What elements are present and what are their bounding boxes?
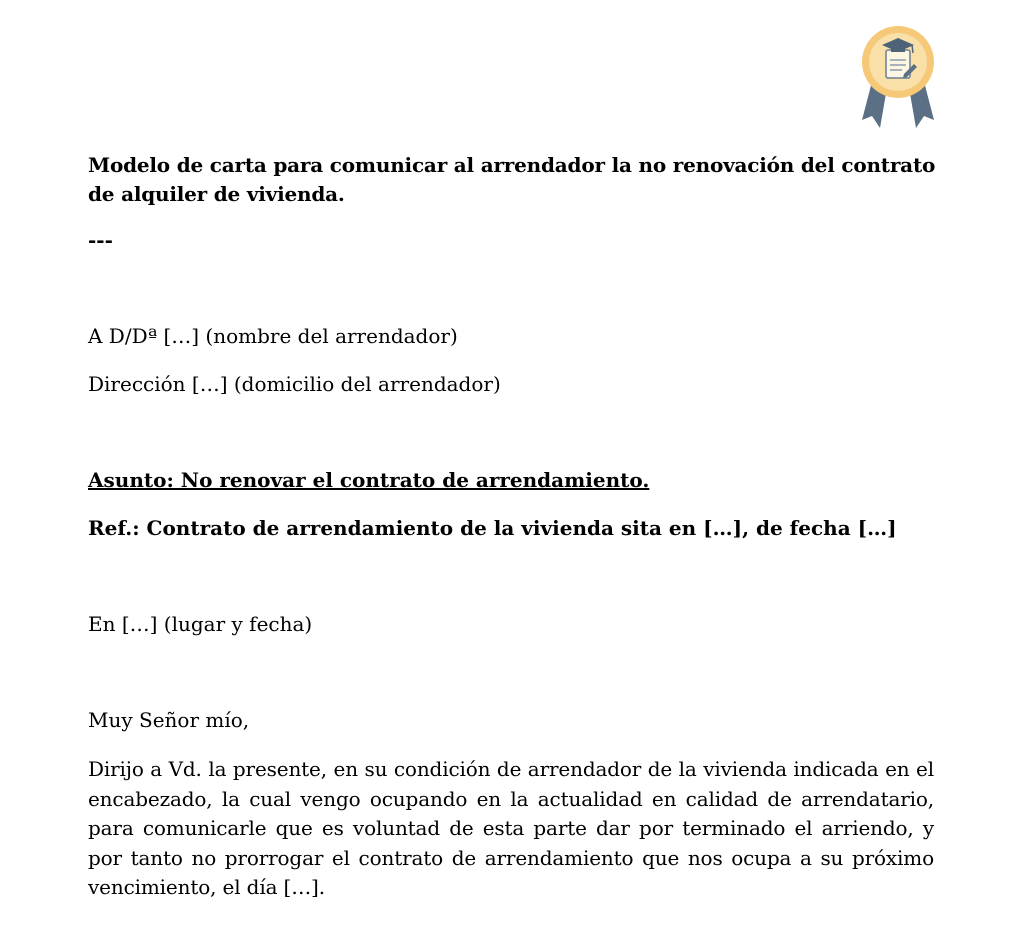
award-ribbon-icon xyxy=(858,24,938,130)
subject-line: Asunto: No renovar el contrato de arrendamiento. xyxy=(88,468,650,492)
recipient-address: Dirección […] (domicilio del arrendador) xyxy=(88,372,501,396)
body-paragraph: Dirijo a Vd. la presente, en su condición de arrendador de la vivienda indicada en el encabezado, la cual vengo ocupando en la actualidad en calidad de arrendatario, para comunicarle que es voluntad de esta parte dar por terminado el arriendo, y por tanto no prorrogar el contrato de arrendamiento que nos ocupa a su próximo vencimiento, el día […]. xyxy=(88,757,934,899)
recipient-name: A D/Dª […] (nombre del arrendador) xyxy=(88,324,458,348)
salutation: Muy Señor mío, xyxy=(88,708,250,732)
place-date: En […] (lugar y fecha) xyxy=(88,612,313,636)
separator: --- xyxy=(88,228,113,252)
document-title: Modelo de carta para comunicar al arrendador la no renovación del contrato de alquiler de vivienda. xyxy=(88,153,936,206)
reference-line: Ref.: Contrato de arrendamiento de la vivienda sita en […], de fecha […] xyxy=(88,516,897,540)
